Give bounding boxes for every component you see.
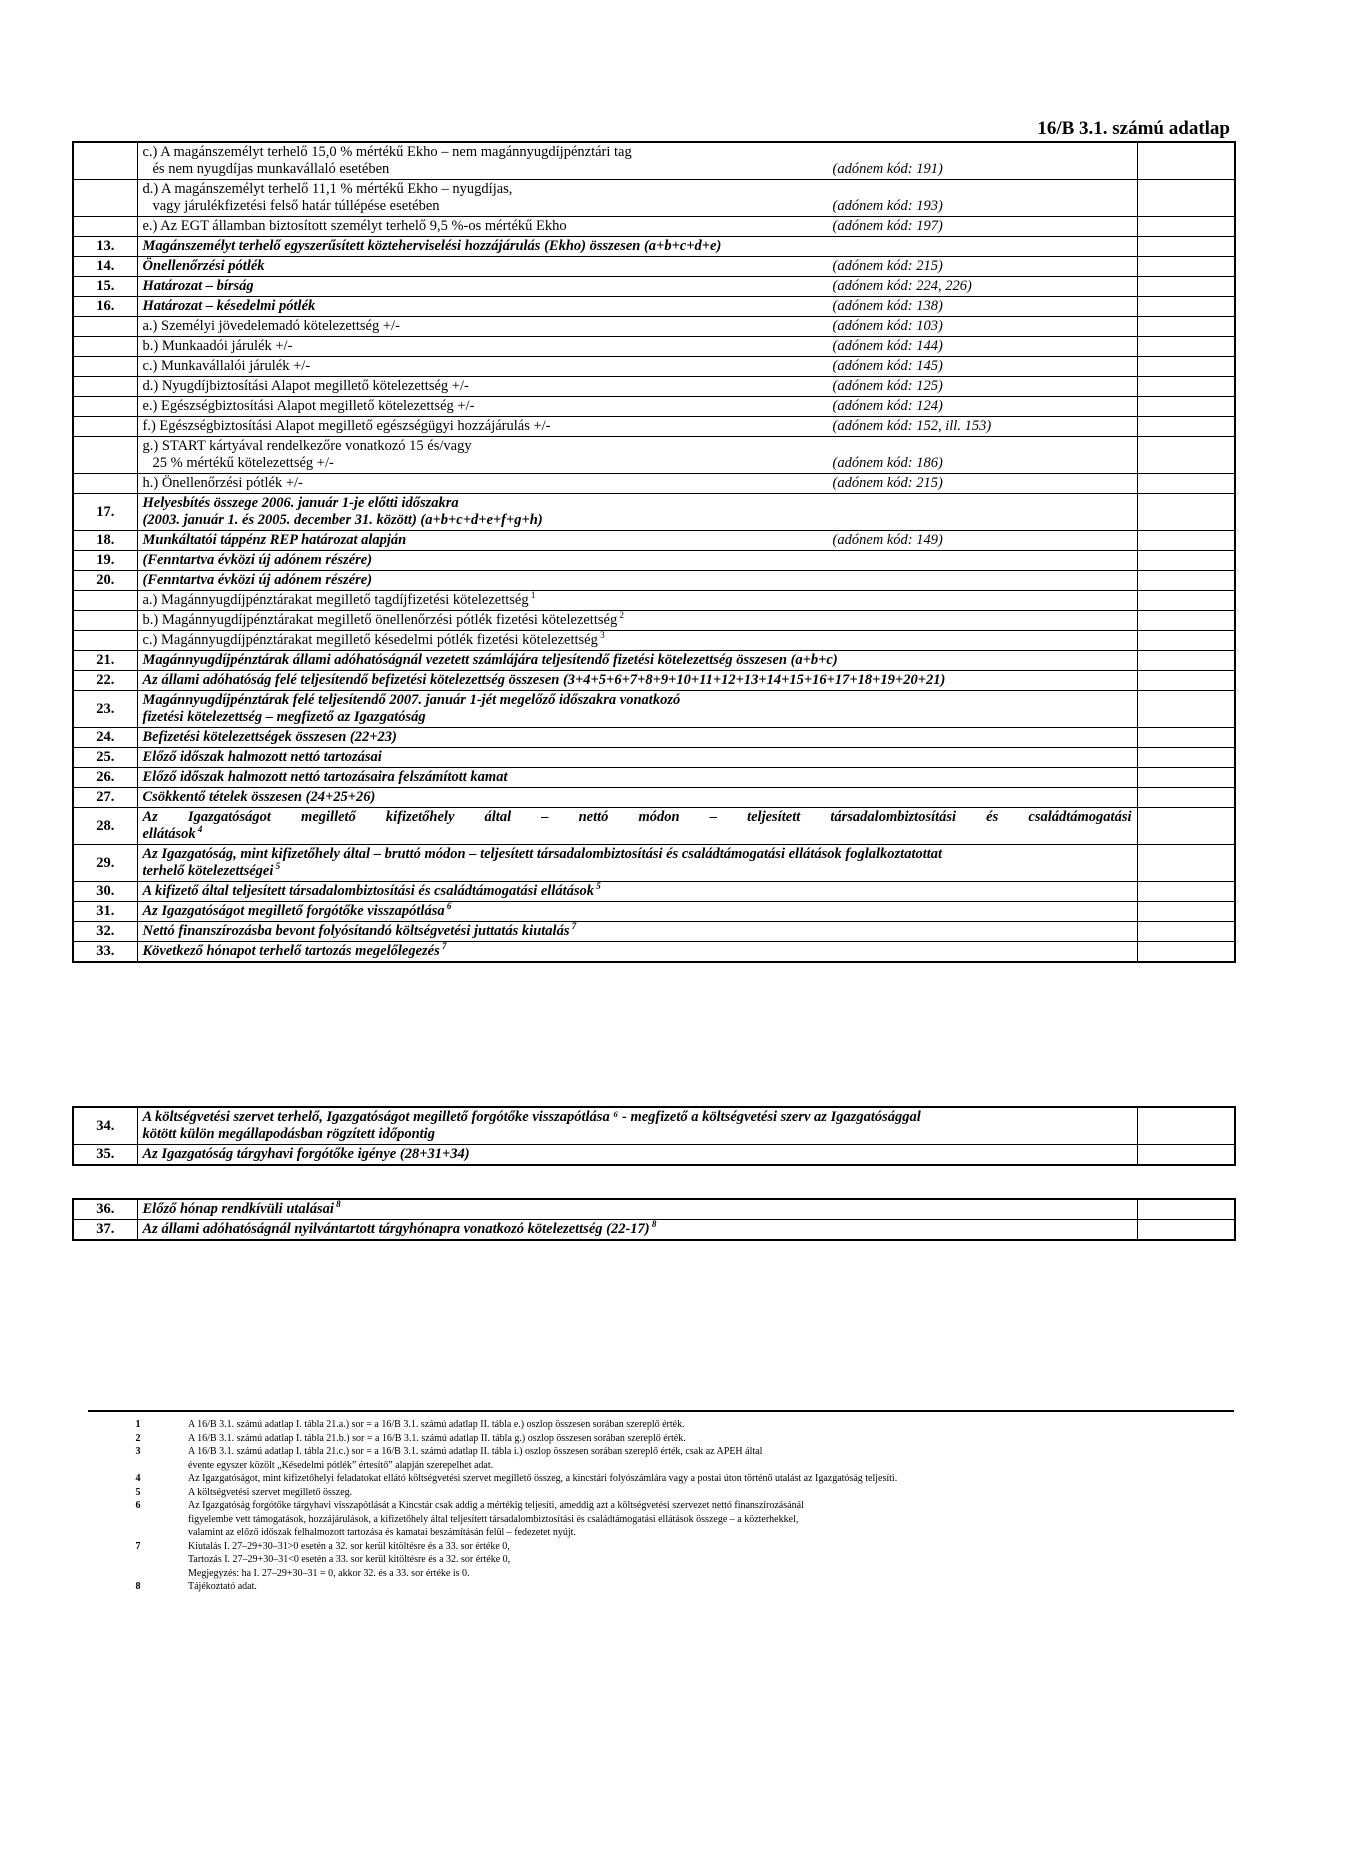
tax-code: (adónem kód: 186)	[832, 455, 943, 471]
value-cell[interactable]	[1137, 474, 1235, 494]
row-number: 21.	[73, 651, 137, 671]
table-row	[73, 691, 1235, 728]
value-cell[interactable]	[1137, 631, 1235, 651]
page-title: 16/B 3.1. számú adatlap	[1037, 118, 1230, 139]
value-cell[interactable]	[1137, 357, 1235, 377]
row-number: 29.	[73, 845, 137, 882]
value-cell[interactable]	[1137, 671, 1235, 691]
row-label: Az Igazgatóság, mint kifizetőhely által – bruttó módon – teljesített társadalombiztosítási és családtámogatási ellátások foglalkoztatottat terhelő kötelezettségei $^5$	[137, 845, 1137, 882]
row-label: Az Igazgatóságot megillető kifizetőhely által – nettó módon – teljesített társadalombiztosítási és családtámogatási ellátások $^4$	[137, 808, 1137, 845]
value-cell[interactable]	[1137, 591, 1235, 611]
value-cell[interactable]	[1137, 922, 1235, 942]
row-number: 22.	[73, 671, 137, 691]
main-table	[72, 141, 1236, 963]
footnote: 1 A 16/B 3.1. számú adatlap I. tábla 21.a.) sor = a 16/B 3.1. számú adatlap II. tábla e.) oszlop összesen sorában szereplő érték.	[135, 1419, 685, 1430]
table-row	[73, 1220, 1235, 1241]
value-cell[interactable]	[1137, 571, 1235, 591]
row-label: Befizetési kötelezettségek összesen (22+23)	[137, 728, 1137, 748]
row-label: a.) Magánnyugdíjpénztárakat megillető tagdíjfizetési kötelezettség $^1$	[137, 591, 1137, 611]
row-label: Következő hónapot terhelő tartozás megelőlegezés $^7$	[137, 942, 1137, 963]
tax-code: (adónem kód: 144)	[832, 338, 943, 354]
row-label: h.) Önellenőrzési pótlék +/- (adónem kód: 215)	[137, 474, 1137, 494]
value-cell[interactable]	[1137, 1107, 1235, 1145]
table-row	[73, 551, 1235, 571]
tax-code: (adónem kód: 138)	[832, 298, 943, 314]
value-cell[interactable]	[1137, 651, 1235, 671]
row-label: d.) A magánszemélyt terhelő 11,1 % mértékű Ekho – nyugdíjas, vagy járulékfizetési felső határ túllépése esetében (adónem kód: 193)	[137, 180, 1137, 217]
value-cell[interactable]	[1137, 1199, 1235, 1220]
footnote-divider	[88, 1410, 1234, 1412]
row-number	[73, 317, 137, 337]
tax-code: (adónem kód: 149)	[832, 532, 943, 548]
table-row	[73, 942, 1235, 963]
tertiary-table	[72, 1198, 1236, 1241]
tax-code: (adónem kód: 103)	[832, 318, 943, 334]
row-number: 23.	[73, 691, 137, 728]
value-cell[interactable]	[1137, 180, 1235, 217]
row-number: 17.	[73, 494, 137, 531]
row-number: 35.	[73, 1145, 137, 1166]
value-cell[interactable]	[1137, 317, 1235, 337]
row-number	[73, 591, 137, 611]
table-row	[73, 882, 1235, 902]
row-label: c.) Magánnyugdíjpénztárakat megillető késedelmi pótlék fizetési kötelezettség $^3$	[137, 631, 1137, 651]
row-number: 15.	[73, 277, 137, 297]
secondary-table	[72, 1106, 1236, 1166]
row-number: 13.	[73, 237, 137, 257]
row-number: 36.	[73, 1199, 137, 1220]
table-row	[73, 397, 1235, 417]
value-cell[interactable]	[1137, 728, 1235, 748]
value-cell[interactable]	[1137, 1145, 1235, 1166]
row-label: A költségvetési szervet terhelő, Igazgatóságot megillető forgótőke visszapótlása ⁶ - megfizető a költségvetési szerv az Igazgatósággal kötött külön megállapodásban rögzített időpontig	[137, 1107, 1137, 1145]
row-label: A kifizető által teljesített társadalombiztosítási és családtámogatási ellátások $^5$	[137, 882, 1137, 902]
tax-code: (adónem kód: 124)	[832, 398, 943, 414]
value-cell[interactable]	[1137, 377, 1235, 397]
row-label: Magánnyugdíjpénztárak állami adóhatóságnál vezetett számlájára teljesítendő fizetési kötelezettség összesen (a+b+c)	[137, 651, 1137, 671]
row-label: b.) Munkaadói járulék +/- (adónem kód: 144)	[137, 337, 1137, 357]
tax-code: (adónem kód: 145)	[832, 358, 943, 374]
footnote: 2 A 16/B 3.1. számú adatlap I. tábla 21.b.) sor = a 16/B 3.1. számú adatlap II. tábla g.) oszlop összesen sorában szereplő érték.	[135, 1432, 686, 1444]
table-row	[73, 1107, 1235, 1145]
table-row	[73, 1145, 1235, 1166]
value-cell[interactable]	[1137, 142, 1235, 180]
row-label: Magánszemélyt terhelő egyszerűsített közteherviselési hozzájárulás (Ekho) összesen (a+b+c+d+e)	[137, 237, 1137, 257]
table-row	[73, 651, 1235, 671]
row-label: (Fenntartva évközi új adónem részére)	[137, 551, 1137, 571]
tax-code: (adónem kód: 215)	[832, 475, 943, 491]
table-row	[73, 748, 1235, 768]
table-row	[73, 142, 1235, 180]
table-row	[73, 611, 1235, 631]
row-number: 31.	[73, 902, 137, 922]
row-label: Helyesbítés összege 2006. január 1-je előtti időszakra (2003. január 1. és 2005. december 31. között) (a+b+c+d+e+f+g+h)	[137, 494, 1137, 531]
value-cell[interactable]	[1137, 297, 1235, 317]
row-label: c.) Munkavállalói járulék +/- (adónem kód: 145)	[137, 357, 1137, 377]
table-row	[73, 437, 1235, 474]
table-row	[73, 591, 1235, 611]
row-label: Határozat – késedelmi pótlék (adónem kód: 138)	[137, 297, 1137, 317]
table-row	[73, 531, 1235, 551]
row-number	[73, 142, 137, 180]
value-cell[interactable]	[1137, 942, 1235, 963]
table-row	[73, 417, 1235, 437]
table-row	[73, 845, 1235, 882]
tax-code: (adónem kód: 215)	[832, 258, 943, 274]
table-row	[73, 631, 1235, 651]
value-cell[interactable]	[1137, 808, 1235, 845]
row-number: 34.	[73, 1107, 137, 1145]
row-number: 27.	[73, 788, 137, 808]
footnote: 7 Kiutalás I. 27–29+30–31>0 esetén a 32. sor kerül kitöltésre és a 33. sor értéke 0, Tartozás I. 27–29+30–31<0 esetén a 33. sor kerül kitöltésre és a 32. sor értéke 0, Megjegyzés: ha I. 27–29+30–31 = 0, akkor 32. és a 33. sor értéke is 0.	[135, 1540, 511, 1579]
footnote: 4 Az Igazgatóságot, mint kifizetőhelyi feladatokat ellátó költségvetési szervet megillető összeg, a kincstári folyószámlára vagy a postai úton történő utalást az Igazgatóság teljesíti.	[135, 1473, 898, 1484]
row-number	[73, 437, 137, 474]
row-label: Az Igazgatóság tárgyhavi forgótőke igénye (28+31+34)	[137, 1145, 1137, 1166]
table-row	[73, 571, 1235, 591]
row-label: f.) Egészségbiztosítási Alapot megillető egészségügyi hozzájárulás +/- (adónem kód: 152, ill. 153)	[137, 417, 1137, 437]
row-number: 25.	[73, 748, 137, 768]
table-row	[73, 671, 1235, 691]
row-number: 18.	[73, 531, 137, 551]
row-number	[73, 217, 137, 237]
row-number: 24.	[73, 728, 137, 748]
row-label: Előző időszak halmozott nettó tartozásai	[137, 748, 1137, 768]
row-label: Önellenőrzési pótlék (adónem kód: 215)	[137, 257, 1137, 277]
row-number	[73, 631, 137, 651]
value-cell[interactable]	[1137, 691, 1235, 728]
tax-code: (adónem kód: 197)	[832, 218, 943, 234]
value-cell[interactable]	[1137, 1220, 1235, 1241]
table-row	[73, 297, 1235, 317]
value-cell[interactable]	[1137, 397, 1235, 417]
row-label: Az Igazgatóságot megillető forgótőke visszapótlása $^6$	[137, 902, 1137, 922]
row-label: Az állami adóhatóság felé teljesítendő befizetési kötelezettség összesen (3+4+5+6+7+8+9+10+11+12+13+14+15+16+17+18+19+20+21)	[137, 671, 1137, 691]
value-cell[interactable]	[1137, 494, 1235, 531]
value-cell[interactable]	[1137, 768, 1235, 788]
value-cell[interactable]	[1137, 257, 1235, 277]
row-label: d.) Nyugdíjbiztosítási Alapot megillető kötelezettség +/- (adónem kód: 125)	[137, 377, 1137, 397]
table-row	[73, 357, 1235, 377]
value-cell[interactable]	[1137, 437, 1235, 474]
row-label: Az állami adóhatóságnál nyilvántartott tárgyhónapra vonatkozó kötelezettség (22-17) $^8$	[137, 1220, 1137, 1241]
row-number	[73, 474, 137, 494]
row-number: 28.	[73, 808, 137, 845]
value-cell[interactable]	[1137, 748, 1235, 768]
value-cell[interactable]	[1137, 277, 1235, 297]
row-label: b.) Magánnyugdíjpénztárakat megillető önellenőrzési pótlék fizetési kötelezettség $^2$	[137, 611, 1137, 631]
row-number: 37.	[73, 1220, 137, 1241]
value-cell[interactable]	[1137, 882, 1235, 902]
row-number	[73, 357, 137, 377]
row-label: Előző időszak halmozott nettó tartozásaira felszámított kamat	[137, 768, 1137, 788]
value-cell[interactable]	[1137, 611, 1235, 631]
table-row	[73, 237, 1235, 257]
table-row	[73, 474, 1235, 494]
tax-code: (adónem kód: 224, 226)	[832, 278, 972, 294]
row-label: a.) Személyi jövedelemadó kötelezettség +/- (adónem kód: 103)	[137, 317, 1137, 337]
tax-code: (adónem kód: 125)	[832, 378, 943, 394]
value-cell[interactable]	[1137, 337, 1235, 357]
row-number: 19.	[73, 551, 137, 571]
tax-code: (adónem kód: 191)	[832, 161, 943, 177]
row-label: Csökkentő tételek összesen (24+25+26)	[137, 788, 1137, 808]
table-row	[73, 377, 1235, 397]
table-row	[73, 277, 1235, 297]
row-label: Munkáltatói táppénz REP határozat alapján (adónem kód: 149)	[137, 531, 1137, 551]
footnote: 8 Tájékoztató adat.	[135, 1581, 257, 1592]
row-label: Előző hónap rendkívüli utalásai $^8$	[137, 1199, 1137, 1220]
row-label: e.) Egészségbiztosítási Alapot megillető kötelezettség +/- (adónem kód: 124)	[137, 397, 1137, 417]
row-number: 32.	[73, 922, 137, 942]
row-label: (Fenntartva évközi új adónem részére)	[137, 571, 1137, 591]
value-cell[interactable]	[1137, 845, 1235, 882]
table-row	[73, 217, 1235, 237]
row-number	[73, 397, 137, 417]
value-cell[interactable]	[1137, 788, 1235, 808]
row-number	[73, 180, 137, 217]
tax-code: (adónem kód: 152, ill. 153)	[832, 418, 992, 434]
table-row	[73, 728, 1235, 748]
table-row	[73, 257, 1235, 277]
row-number: 20.	[73, 571, 137, 591]
footnote: 6 Az Igazgatóság forgótőke tárgyhavi visszapótlását a Kincstár csak addig a mértékig teljesíti, ameddig azt a költségvetési szervezet nettó finanszírozásánál figyelembe vett támogatások, hozzájárulások, a kifizetőhely által teljesített társadalombiztosítási és családtámogatási ellátások összege – a közterhekkel, valamint az előző időszak felhalmozott tartozása és kamatai beszámításán felül – fedezetet nyújt.	[135, 1500, 804, 1538]
row-number	[73, 611, 137, 631]
table-row	[73, 337, 1235, 357]
value-cell[interactable]	[1137, 531, 1235, 551]
table-row	[73, 180, 1235, 217]
footnotes	[88, 1418, 1234, 1594]
row-label: e.) Az EGT államban biztosított személyt terhelő 9,5 %-os mértékű Ekho (adónem kód: 197)	[137, 217, 1137, 237]
footnote: 3 A 16/B 3.1. számú adatlap I. tábla 21.c.) sor = a 16/B 3.1. számú adatlap II. tábla i.) oszlop összesen sorában szereplő érték, csak az APEH által évente egyszer közölt „Késedelmi pótlék” értesítő” alapján szerepelhet adat.	[135, 1446, 763, 1471]
value-cell[interactable]	[1137, 902, 1235, 922]
row-number	[73, 337, 137, 357]
table-row	[73, 768, 1235, 788]
row-number	[73, 377, 137, 397]
value-cell[interactable]	[1137, 237, 1235, 257]
table-row	[73, 494, 1235, 531]
value-cell[interactable]	[1137, 217, 1235, 237]
table-row	[73, 317, 1235, 337]
footnote: 5 A költségvetési szervet megillető összeg.	[135, 1486, 353, 1498]
row-number: 33.	[73, 942, 137, 963]
row-number: 30.	[73, 882, 137, 902]
row-number	[73, 417, 137, 437]
table-row	[73, 788, 1235, 808]
row-label: g.) START kártyával rendelkezőre vonatkozó 15 és/vagy 25 % mértékű kötelezettség +/- (adónem kód: 186)	[137, 437, 1137, 474]
table-row	[73, 808, 1235, 845]
row-label: c.) A magánszemélyt terhelő 15,0 % mértékű Ekho – nem magánnyugdíjpénztári tag és nem nyugdíjas munkavállaló esetében (adónem kód: 191)	[137, 142, 1137, 180]
row-number: 26.	[73, 768, 137, 788]
value-cell[interactable]	[1137, 551, 1235, 571]
tax-code: (adónem kód: 193)	[832, 198, 943, 214]
row-label: Határozat – bírság (adónem kód: 224, 226)	[137, 277, 1137, 297]
table-row	[73, 1199, 1235, 1220]
row-number: 16.	[73, 297, 137, 317]
table-row	[73, 922, 1235, 942]
table-row	[73, 902, 1235, 922]
row-number: 14.	[73, 257, 137, 277]
row-label: Nettó finanszírozásba bevont folyósítandó költségvetési juttatás kiutalás $^7$	[137, 922, 1137, 942]
value-cell[interactable]	[1137, 417, 1235, 437]
row-label: Magánnyugdíjpénztárak felé teljesítendő 2007. január 1-jét megelőző időszakra vonatkozó fizetési kötelezettség – megfizető az Igazgatóság	[137, 691, 1137, 728]
